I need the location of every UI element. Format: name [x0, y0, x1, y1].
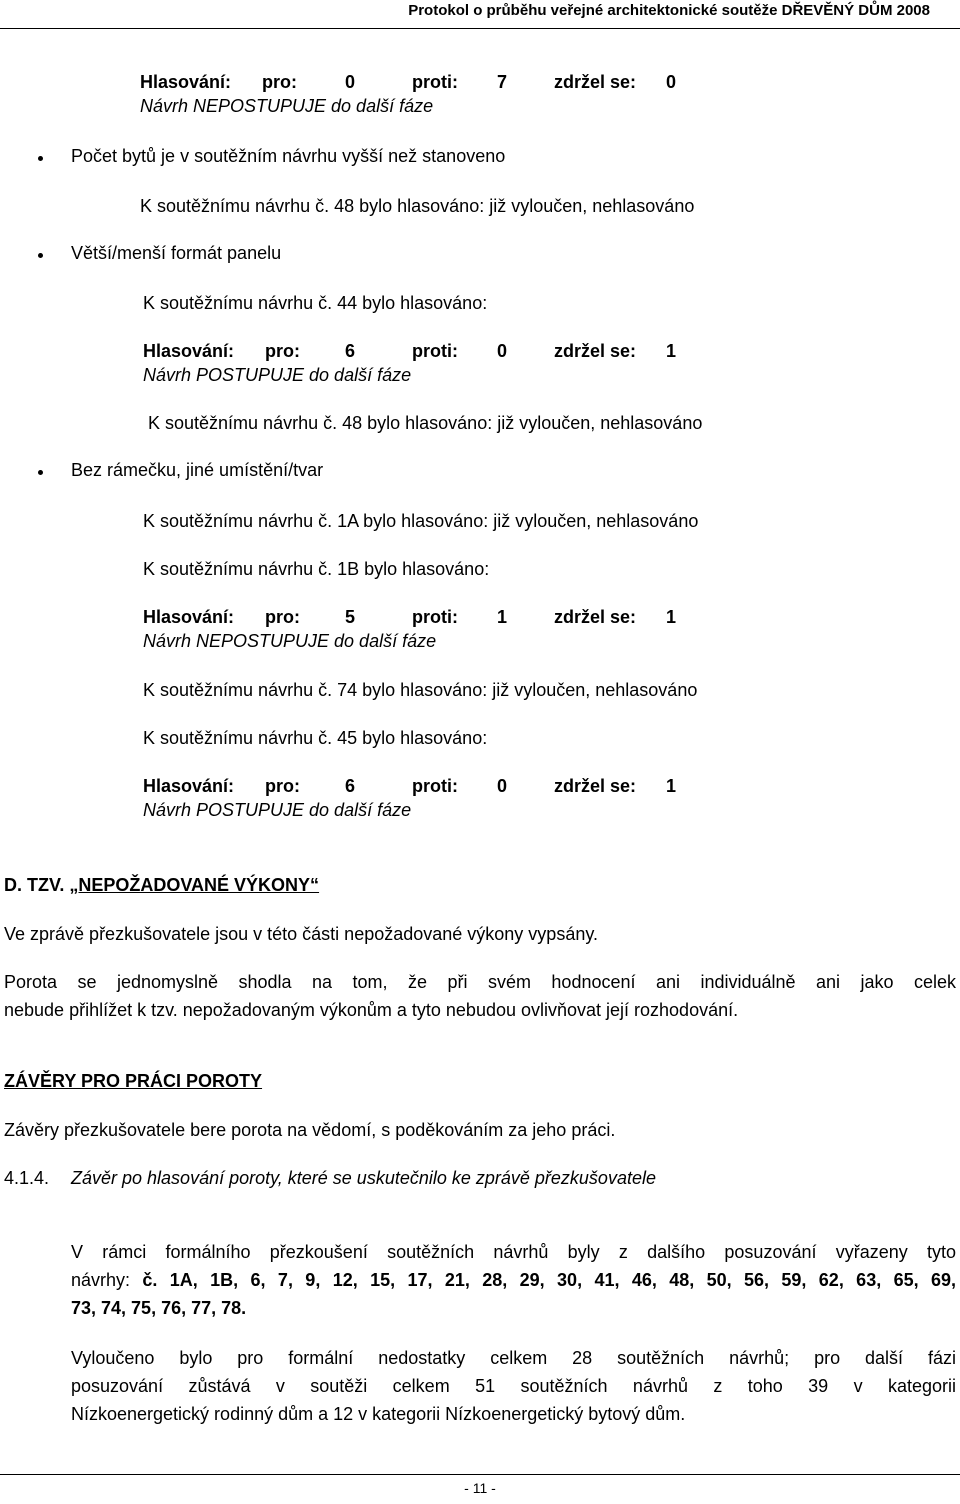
header-title: Protokol o průběhu veřejné architektonické soutěže DŘEVĚNÝ DŮM 2008 [408, 2, 930, 19]
paragraph-line: nebude přihlížet k tzv. nepožadovaným výkonům a tyto nebudou ovlivňovat její rozhodování. [4, 1000, 739, 1020]
vote-pro-value: 6 [345, 776, 356, 796]
vote-proti-label: proti: [412, 607, 458, 627]
vote-heading: Hlasování: [143, 607, 235, 627]
vote-proti-label: proti: [412, 776, 458, 796]
zavery-paragraph: Závěry přezkušovatele bere porota na vědomí, s poděkováním za jeho práci. [4, 1120, 616, 1140]
vote-zdrzel-label: zdržel se: [554, 776, 637, 796]
vote-note: K soutěžnímu návrhu č. 48 bylo hlasováno: již vyloučen, nehlasováno [148, 413, 703, 433]
exclusion-paragraph [71, 1238, 956, 1322]
paragraph-line: posuzování zůstává v soutěži celkem 51 soutěžních návrhů z toho 39 v kategorii [71, 1376, 956, 1396]
summary-paragraph [71, 1344, 956, 1428]
vote-zdrzel-value: 0 [666, 72, 677, 92]
vote-pro-label: pro: [265, 607, 300, 627]
vote-heading: Hlasování: [140, 72, 232, 92]
section-d-title: „NEPOŽADOVANÉ VÝKONY“ [69, 875, 320, 895]
section-d-prefix: D. TZV. [4, 875, 70, 895]
vote-pro-value: 5 [345, 607, 356, 627]
section-d-heading [4, 875, 319, 896]
vote-note: K soutěžnímu návrhu č. 1A bylo hlasováno: již vyloučen, nehlasováno [143, 511, 699, 531]
vote-result: Návrh NEPOSTUPUJE do další fáze [143, 631, 437, 651]
vote-note: K soutěžnímu návrhu č. 48 bylo hlasováno: již vyloučen, nehlasováno [140, 196, 695, 216]
paragraph-line: Nízkoenergetický rodinný dům a 12 v kategorii Nízkoenergetický bytový dům. [71, 1404, 686, 1424]
paragraph-prefix: návrhy: [71, 1270, 143, 1290]
vote-pro-label: pro: [262, 72, 297, 92]
vote-proti-value: 0 [497, 776, 508, 796]
header-rule [0, 28, 960, 29]
paragraph-line: Vyloučeno bylo pro formální nedostatky celkem 28 soutěžních návrhů; pro další fázi [71, 1348, 956, 1368]
paragraph-line: Porota se jednomyslně shodla na tom, že při svém hodnocení ani individuálně ani jako celek [4, 972, 956, 992]
vote-note: K soutěžnímu návrhu č. 45 bylo hlasováno: [143, 728, 488, 748]
vote-zdrzel-label: zdržel se: [554, 72, 637, 92]
section-number: 4.1.4. [4, 1168, 50, 1188]
footer-rule [0, 1474, 960, 1475]
vote-zdrzel-label: zdržel se: [554, 607, 637, 627]
vote-proti-value: 7 [497, 72, 508, 92]
bullet-item: Počet bytů je v soutěžním návrhu vyšší než stanoveno [71, 146, 506, 166]
bullet-icon [38, 253, 43, 258]
vote-proti-value: 0 [497, 341, 508, 361]
vote-note: K soutěžnímu návrhu č. 1B bylo hlasováno: [143, 559, 490, 579]
bullet-icon [38, 156, 43, 161]
section-title: Závěr po hlasování poroty, které se uskutečnilo ke zprávě přezkušovatele [71, 1168, 656, 1188]
vote-result: Návrh NEPOSTUPUJE do další fáze [140, 96, 434, 116]
paragraph-line: V rámci formálního přezkoušení soutěžních návrhů byly z dalšího posuzování vyřazeny tyto [71, 1242, 956, 1262]
page-number: - 11 - [464, 1480, 496, 1496]
bullet-item: Větší/menší formát panelu [71, 243, 282, 263]
section-d-paragraph: Ve zprávě přezkušovatele jsou v této části nepožadované výkony vypsány. [4, 924, 599, 944]
vote-note: K soutěžnímu návrhu č. 74 bylo hlasováno: již vyloučen, nehlasováno [143, 680, 698, 700]
vote-pro-value: 6 [345, 341, 356, 361]
zavery-heading: ZÁVĚRY PRO PRÁCI POROTY [4, 1071, 263, 1091]
vote-result: Návrh POSTUPUJE do další fáze [143, 365, 412, 385]
vote-pro-label: pro: [265, 776, 300, 796]
excluded-list: č. 1A, 1B, 6, 7, 9, 12, 15, 17, 21, 28, 29, 30, 41, 46, 48, 50, 56, 59, 62, 63, 65, 69, [142, 1270, 956, 1290]
vote-zdrzel-label: zdržel se: [554, 341, 637, 361]
vote-pro-value: 0 [345, 72, 356, 92]
vote-heading: Hlasování: [143, 776, 235, 796]
paragraph-line [71, 1266, 956, 1294]
vote-proti-label: proti: [412, 72, 458, 92]
vote-zdrzel-value: 1 [666, 341, 677, 361]
vote-proti-value: 1 [497, 607, 508, 627]
vote-zdrzel-value: 1 [666, 776, 677, 796]
vote-proti-label: proti: [412, 341, 458, 361]
bullet-item: Bez rámečku, jiné umístění/tvar [71, 460, 324, 480]
vote-result: Návrh POSTUPUJE do další fáze [143, 800, 412, 820]
vote-note: K soutěžnímu návrhu č. 44 bylo hlasováno: [143, 293, 488, 313]
vote-pro-label: pro: [265, 341, 300, 361]
vote-heading: Hlasování: [143, 341, 235, 361]
vote-zdrzel-value: 1 [666, 607, 677, 627]
section-d-paragraph [4, 968, 956, 1024]
excluded-list: 73, 74, 75, 76, 77, 78. [71, 1298, 247, 1318]
bullet-icon [38, 470, 43, 475]
